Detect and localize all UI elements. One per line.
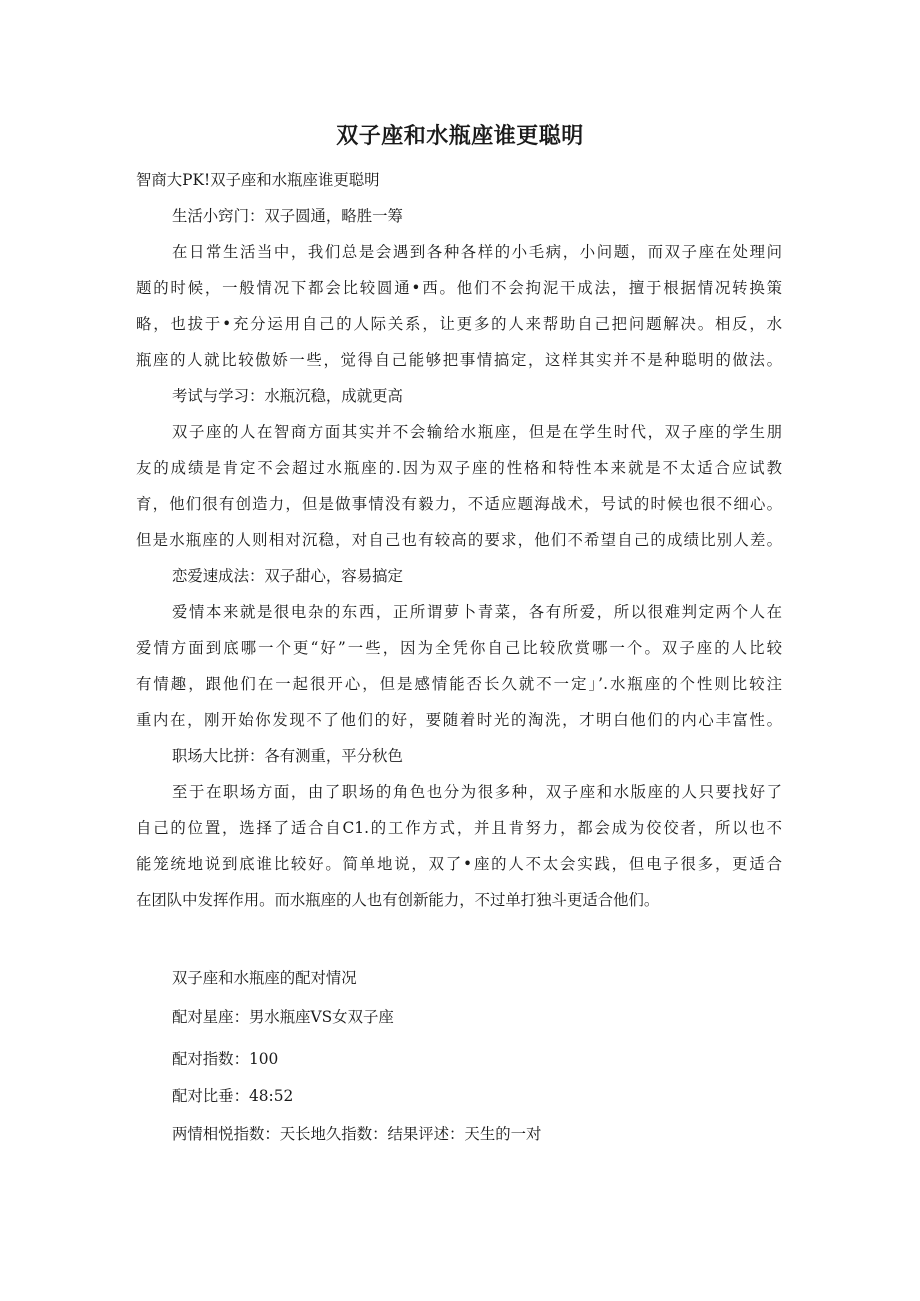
section-heading-love: 恋爱速成法：双子甜心，容易搞定 (172, 567, 403, 585)
page-title: 双子座和水瓶座谁更聪明 (336, 124, 584, 149)
pairing-match: 配对星座：男水瓶座VS女双子座 (172, 1008, 394, 1026)
section-life-line: 瓶座的人就比较傲娇一些，觉得自己能够把事情搞定，这样其实并不是种聪明的做法。 (136, 351, 782, 369)
section-exam-line: 友的成绩是肯定不会超过水瓶座的.因为双子座的性格和特性本来就是不太适合应试教 (136, 459, 782, 477)
pairing-ratio: 配对比垂：48:52 (172, 1087, 294, 1105)
section-exam-line: 双子座的人在智商方面其实并不会输给水瓶座，但是在学生时代，双子座的学生朋 (172, 423, 782, 441)
section-life-line: 略，也拔于•充分运用自己的人际关系，让更多的人来帮助自己把问题解决。相反，水 (136, 315, 782, 333)
section-career-line: 自己的位置，选择了适合自C1.的工作方式，并且肯努力，都会成为佼佼者，所以也不 (136, 819, 782, 837)
pairing-index: 配对指数：100 (172, 1050, 279, 1068)
section-heading-life: 生活小窍门：双子圆通，略胜一筹 (172, 207, 403, 225)
section-love-line: 重内在，刚开始你发现不了他们的好，要随着时光的淘洗，才明白他们的内心丰富性。 (136, 711, 782, 729)
section-heading-exam: 考试与学习：水瓶沉稳，成就更高 (172, 387, 403, 405)
pairing-heading: 双子座和水瓶座的配对情况 (172, 969, 357, 987)
section-career-line: 能笼统地说到底谁比较好。简单地说，双了•座的人不太会实践，但电子很多，更适合 (136, 855, 782, 873)
pairing-summary: 两情相悦指数：天长地久指数：结果评述：天生的一对 (172, 1125, 542, 1143)
section-exam-line: 但是水瓶座的人则相对沉稳，对自己也有较高的要求，他们不希望自己的成绩比别人差。 (136, 531, 782, 549)
section-love-line: 爱情本来就是很电杂的东西，正所谓萝卜青菜，各有所爱，所以很难判定两个人在 (172, 603, 782, 621)
section-career-line: 在团队中发挥作用。而水瓶座的人也有创新能力，不过单打独斗更适合他们。 (136, 891, 660, 909)
section-exam-line: 育，他们很有创造力，但是做事情没有毅力，不适应题海战术，号试的时候也很不细心。 (136, 495, 782, 513)
section-life-line: 在日常生活当中，我们总是会遇到各种各样的小毛病，小问题，而双子座在处理问 (172, 243, 782, 261)
section-love-line: 有情趣，跟他们在一起很开心，但是感情能否长久就不一定」’.水瓶座的个性则比较注 (136, 675, 782, 693)
subtitle: 智商大PK!双子座和水瓶座谁更聪明 (136, 171, 380, 189)
section-career-line: 至于在职场方面，由了职场的角色也分为很多种，双子座和水版座的人只要找好了 (172, 783, 782, 801)
section-heading-career: 职场大比拼：各有测重，平分秋色 (172, 747, 403, 765)
section-life-line: 题的时候，一般情况下都会比较圆通•西。他们不会拘泥干成法，擅于根据情况转换策 (136, 279, 782, 297)
section-love-line: 爱情方面到底哪一个更“好”一些，因为全凭你自己比较欣赏哪一个。双子座的人比较 (136, 639, 782, 657)
